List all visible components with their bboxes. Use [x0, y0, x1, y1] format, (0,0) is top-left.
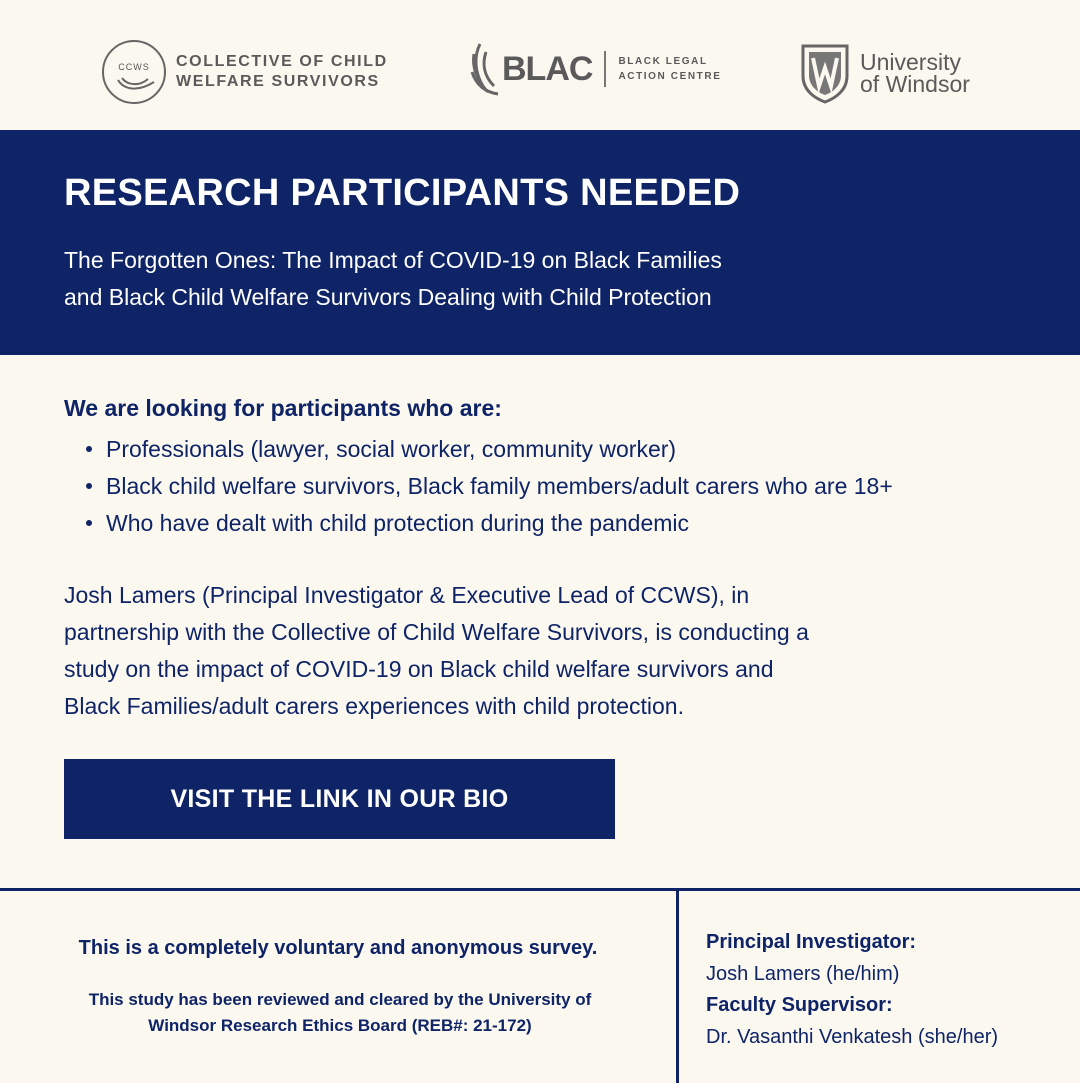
blac-divider: [604, 51, 606, 87]
wing-icon: [470, 42, 500, 96]
pi-name: Josh Lamers (he/him): [706, 962, 900, 985]
ethics-line1: This study has been reviewed and cleared by the University of: [88, 990, 592, 1009]
fs-name: Dr. Vasanthi Venkatesh (she/her): [706, 1025, 999, 1048]
study-title: [64, 242, 964, 316]
uwindsor-line1: University: [860, 49, 961, 75]
ccws-logo: [102, 40, 406, 104]
uwindsor-logo: [800, 42, 970, 104]
visit-link-button[interactable]: VISIT THE LINK IN OUR BIO: [64, 759, 615, 839]
bullet-icon: [86, 483, 92, 489]
shield-crest-icon: [800, 42, 850, 104]
list-item-text: Professionals (lawyer, social worker, community worker): [106, 436, 677, 462]
description-line: study on the impact of COVID-19 on Black child welfare survivors and: [64, 656, 774, 682]
study-title-line1: The Forgotten Ones: The Impact of COVID-19 on Black Families: [64, 247, 722, 273]
description-line: Josh Lamers (Principal Investigator & Executive Lead of CCWS), in: [64, 582, 750, 608]
list-item-text: Who have dealt with child protection during the pandemic: [106, 510, 690, 536]
study-title-line2: and Black Child Welfare Survivors Dealing with Child Protection: [64, 284, 712, 310]
description-line: Black Families/adult carers experiences with child protection.: [64, 693, 684, 719]
ccws-abbr: CCWS: [118, 62, 150, 72]
blac-wordmark: BLAC: [502, 49, 593, 88]
uwindsor-line2: of Windsor: [860, 71, 970, 97]
study-description: [64, 577, 964, 725]
bullet-icon: [86, 446, 92, 452]
ccws-emblem: [102, 40, 166, 104]
page-title: RESEARCH PARTICIPANTS NEEDED: [64, 172, 741, 214]
footer: [0, 888, 1080, 1083]
uwindsor-wordmark: [860, 51, 970, 95]
blac-subtitle: [618, 54, 748, 84]
logo-bar: [0, 0, 1080, 130]
criteria-list: [86, 431, 893, 542]
list-item: [86, 468, 893, 505]
ccws-name-line1: COLLECTIVE OF CHILD: [176, 53, 388, 70]
voluntary-notice: This is a completely voluntary and anonymous survey.: [78, 937, 598, 959]
bullet-icon: [86, 520, 92, 526]
participants-heading: We are looking for participants who are:: [64, 395, 502, 421]
header-band: [0, 130, 1080, 355]
description-line: partnership with the Collective of Child Welfare Survivors, is conducting a: [64, 619, 809, 645]
ethics-notice: [30, 987, 650, 1039]
ccws-name: [176, 52, 406, 92]
footer-divider: [676, 891, 679, 1083]
list-item: [86, 431, 893, 468]
contacts: [706, 927, 1066, 1053]
blac-sub-line1: BLACK LEGAL: [618, 56, 708, 67]
ccws-name-line2: WELFARE SURVIVORS: [176, 73, 380, 90]
list-item-text: Black child welfare survivors, Black family members/adult carers who are 18+: [106, 473, 893, 499]
pi-label: Principal Investigator:: [706, 931, 917, 953]
hands-icon: [116, 76, 156, 94]
fs-label: Faculty Supervisor:: [706, 994, 893, 1016]
blac-sub-line2: ACTION CENTRE: [618, 71, 722, 82]
blac-logo: [470, 42, 748, 96]
ethics-line2: Windsor Research Ethics Board (REB#: 21-172): [148, 1016, 532, 1035]
list-item: [86, 505, 893, 542]
